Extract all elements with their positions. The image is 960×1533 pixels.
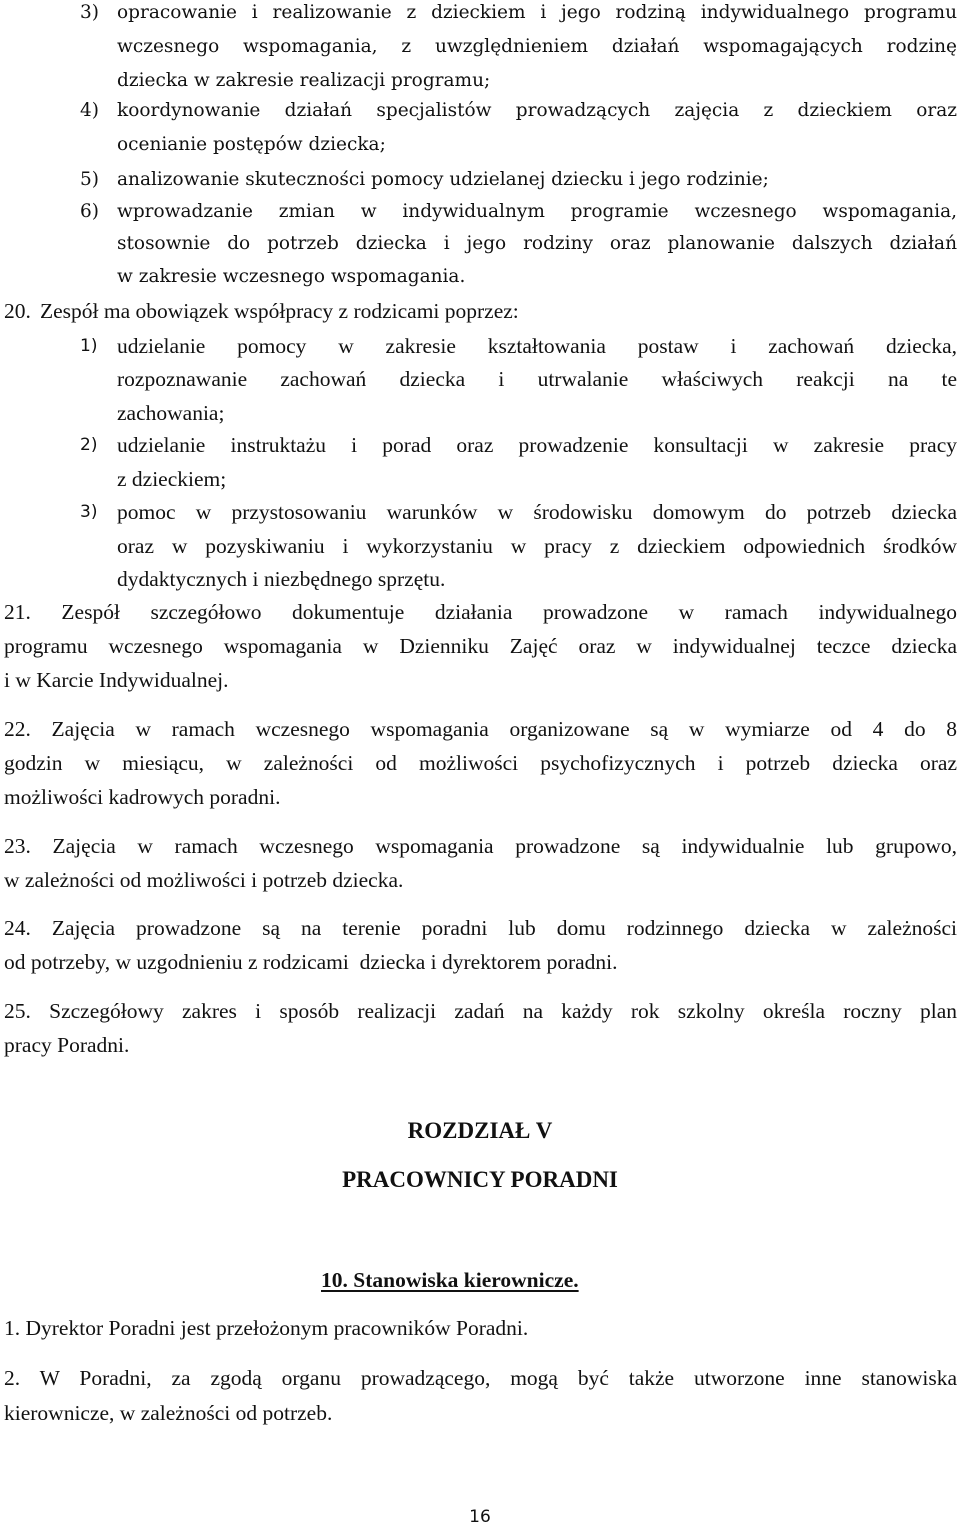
list-item-line: analizowanie skuteczności pomocy udzielanej dziecku i jego rodzinie; <box>117 169 769 190</box>
list-item-line: wprowadzanie zmian w indywidualnym programie wczesnego wspomagania, <box>117 201 957 222</box>
list-item-number: 5) <box>80 169 99 190</box>
paragraph-line: możliwości kadrowych poradni. <box>4 785 281 809</box>
section-heading: 10. Stanowiska kierownicze. <box>321 1268 579 1292</box>
list-item-line: w zakresie wczesnego wspomagania. <box>117 266 466 287</box>
list-item-line: dziecka w zakresie realizacji programu; <box>117 70 491 91</box>
paragraph-line: 23. Zajęcia w ramach wczesnego wspomagania prowadzone są indywidualnie lub grupowo, <box>4 834 957 858</box>
chapter-title: PRACOWNICY PORADNI <box>342 1167 618 1192</box>
paragraph-line: 21. Zespół szczegółowo dokumentuje działania prowadzone w ramach indywidualnego <box>4 600 957 624</box>
paragraph-line: kierownicze, w zależności od potrzeb. <box>4 1401 333 1425</box>
list-item-line: z dzieckiem; <box>117 467 227 491</box>
list-item-line: stosownie do potrzeb dziecka i jego rodziny oraz planowanie dalszych działań <box>117 233 957 254</box>
paragraph-line: 25. Szczegółowy zakres i sposób realizacji zadań na każdy rok szkolny określa roczny plan <box>4 999 957 1023</box>
list-item-line: rozpoznawanie zachowań dziecka i utrwalanie właściwych reakcji na te <box>117 367 957 391</box>
list-item-line: oraz w pozyskiwaniu i wykorzystaniu w pracy z dzieckiem odpowiednich środków <box>117 534 957 558</box>
paragraph-intro: Zespół ma obowiązek współpracy z rodzicami poprzez: <box>40 299 519 323</box>
list-item-number: 4) <box>80 100 99 121</box>
list-item-line: pomoc w przystosowaniu warunków w środowisku domowym do potrzeb dziecka <box>117 500 957 524</box>
list-item-line: udzielanie instruktażu i porad oraz prowadzenie konsultacji w zakresie pracy <box>117 433 957 457</box>
list-item-line: ocenianie postępów dziecka; <box>117 134 386 155</box>
paragraph-line: 1. Dyrektor Poradni jest przełożonym pracowników Poradni. <box>4 1316 529 1340</box>
paragraph-line: programu wczesnego wspomagania w Dzienniku Zajęć oraz w indywidualnej teczce dziecka <box>4 634 957 658</box>
paragraph-line: 22. Zajęcia w ramach wczesnego wspomagania organizowane są w wymiarze od 4 do 8 <box>4 717 957 741</box>
paragraph-line: od potrzeby, w uzgodnieniu z rodzicami dziecka i dyrektorem poradni. <box>4 950 618 974</box>
paragraph-line: pracy Poradni. <box>4 1033 130 1057</box>
list-item-number: 2) <box>80 435 98 455</box>
paragraph-number: 20. <box>4 299 31 323</box>
paragraph-line: 24. Zajęcia prowadzone są na terenie poradni lub domu rodzinnego dziecka w zależności <box>4 916 957 940</box>
chapter-heading: ROZDZIAŁ V <box>407 1118 553 1143</box>
paragraph-line: 2. W Poradni, za zgodą organu prowadzącego, mogą być także utworzone inne stanowiska <box>4 1366 957 1390</box>
list-item-number: 3) <box>80 2 99 23</box>
list-item-number: 1) <box>80 336 98 356</box>
list-item-number: 6) <box>80 201 99 222</box>
list-item-line: udzielanie pomocy w zakresie kształtowania postaw i zachowań dziecka, <box>117 334 957 358</box>
paragraph-line: w zależności od możliwości i potrzeb dziecka. <box>4 868 404 892</box>
page-number: 16 <box>469 1507 491 1527</box>
list-item-line: dydaktycznych i niezbędnego sprzętu. <box>117 567 446 591</box>
paragraph-line: i w Karcie Indywidualnej. <box>4 668 229 692</box>
list-item-number: 3) <box>80 502 98 522</box>
list-item-line: wczesnego wspomagania, z uwzględnieniem działań wspomagających rodzinę <box>117 36 957 57</box>
list-item-line: koordynowanie działań specjalistów prowadzących zajęcia z dzieckiem oraz <box>117 100 957 121</box>
list-item-line: opracowanie i realizowanie z dzieckiem i jego rodziną indywidualnego programu <box>117 2 957 23</box>
list-item-line: zachowania; <box>117 401 225 425</box>
paragraph-line: godzin w miesiącu, w zależności od możliwości psychofizycznych i potrzeb dziecka oraz <box>4 751 957 775</box>
